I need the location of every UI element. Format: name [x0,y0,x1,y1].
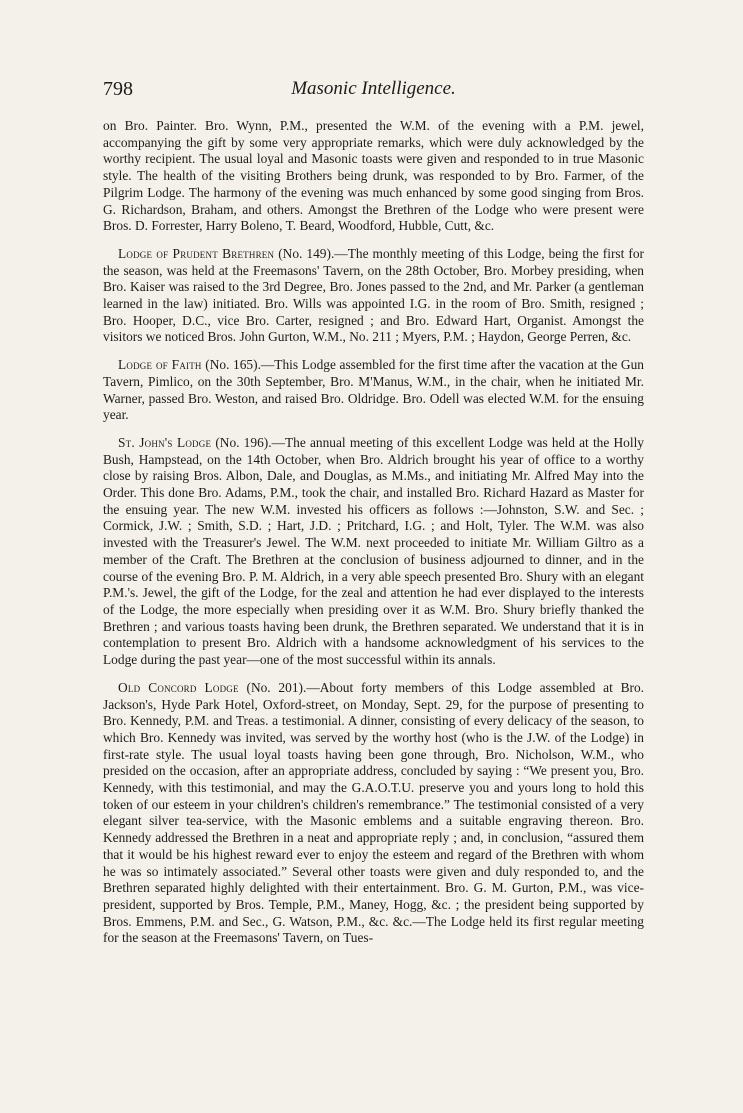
lodge-name: Lodge of Faith [118,357,202,373]
paragraph-old-concord-lodge [103,680,644,947]
paragraph-lodge-of-faith [103,357,644,424]
paragraph-text: (No. 149).—The monthly meeting of this Lodge, being the first for the season, was held at the Freemasons' Tavern, on the 28th October, Bro. Morbey presiding, when Bro. Kaiser was raised to the 3rd Degree, Bro. Jones passed to the 2nd, and Mr. Parker (a gentleman learned in the law) initiated. Bro. Wills was appointed I.G. in the room of Bro. Smith, resigned ; Bro. Hooper, D.C., vice Bro. Carter, resigned ; and Bro. Edward Hart, Organist. Amongst the visitors we noticed Bros. John Gurton, W.M., No. 211 ; Myers, P.M. ; Haydon, George Perren, &c. [103,245,644,345]
paragraph-text: (No. 196).—The annual meeting of this excellent Lodge was held at the Holly Bush, Hampstead, on the 14th October, when Bro. Aldrich brought his year of office to a worthy close by raising Bros. Albon, Dale, and Douglas, as M.Ms., and initiating Mr. Alfred May into the Order. This done Bro. Adams, P.M., took the chair, and installed Bro. Richard Hazard as Master for the ensuing year. The new W.M. invested his officers as follows :—Johnston, S.W. and Sec. ; Cormick, J.W. ; Smith, S.D. ; Hart, J.D. ; Pritchard, I.G. ; and Holt, Tyler. The W.M. was also invested with the Treasurer's Jewel. The W.M. next proceeded to initiate Mr. William Giltro as a member of the Craft. The Brethren at the conclusion of business adjourned to dinner, and in the course of the evening Bro. P. M. Aldrich, in a very able speech presented Bro. Shury with an elegant P.M.'s. Jewel, the gift of the Lodge, for the zeal and attention he had ever displayed to the interests of the Lodge, the more especially when presiding over it as W.M. Bro. Shury briefly thanked the Brethren ; and various toasts having been drunk, the Brethren separated. We understand that it is in contemplation to present Bro. Aldrich with a handsome acknowledgment of his services to the Lodge during the past year—one of the most successful within its annals. [103,434,644,668]
paragraph-prudent-brethren [103,246,644,346]
paragraph-text: on Bro. Painter. Bro. Wynn, P.M., presented the W.M. of the evening with a P.M. jewel, accompanying the gift by some very appropriate remarks, which were duly acknowledged by the worthy recipient. The usual loyal and Masonic toasts were given and responded to in true Masonic style. The health of the visiting Brothers being drunk, was responded to by Bro. Farmer, of the Pilgrim Lodge. The harmony of the evening was much enhanced by some good singing from Bros. G. Richardson, Braham, and others. Amongst the Brethren of the Lodge who were present were Bros. D. Forrester, Harry Boleno, T. Beard, Woodford, Hubble, Cutt, &c. [103,118,644,234]
paragraph-text: (No. 201).—About forty members of this Lodge assembled at Bro. Jackson's, Hyde Park Hotel, Oxford-street, on Monday, Sept. 29, for the purpose of presenting to Bro. Kennedy, P.M. and Treas. a testimonial. A dinner, consisting of every delicacy of the season, to which Bro. Kennedy was invited, was served by the worthy host (who is the J.W. of the Lodge) in first-rate style. The usual loyal toasts having been gone through, Bro. Nicholson, W.M., who presided on the occasion, after an appropriate address, concluded by saying : “We present you, Bro. Kennedy, with this testimonial, and may the G.A.O.T.U. preserve you and yours long to hold this token of our esteem in your children's children's remembrance.” The testimonial consisted of a very elegant silver tea-service, with the Masonic emblems and a suitable engraving thereon. Bro. Kennedy addressed the Brethren in a neat and appropriate reply ; and, in conclusion, “assured them that it would be his highest reward ever to enjoy the esteem and regard of the Brethren with whom he was so intimately associated.” Several other toasts were given and duly responded to, and the Brethren separated highly delighted with their entertainment. Bro. G. M. Gurton, P.M., was vice-president, supported by Bros. Temple, P.M., Maney, Hogg, &c. ; the president being supported by Bros. Emmens, P.M. and Sec., G. Watson, P.M., &c. &c.—The Lodge held its first regular meeting for the season at the Freemasons' Tavern, on Tues- [103,679,645,946]
paragraph-st-johns-lodge [103,435,644,669]
running-title: Masonic Intelligence. [291,78,456,99]
paragraph-continuation [103,118,644,235]
lodge-name: St. John's Lodge [118,434,212,450]
page-number: 798 [103,78,133,100]
paragraph-text: (No. 165).—This Lodge assembled for the first time after the vacation at the Gun Tavern, Pimlico, on the 30th September, Bro. M'Manus, W.M., in the chair, when he initiated Mr. Warner, passed Bro. Weston, and raised Bro. Oldridge. Bro. Odell was elected W.M. for the ensuing year. [103,357,644,423]
lodge-name: Lodge of Prudent Brethren [118,245,275,261]
article-body [103,118,644,958]
lodge-name: Old Concord Lodge [118,679,239,695]
page-header [103,78,644,104]
